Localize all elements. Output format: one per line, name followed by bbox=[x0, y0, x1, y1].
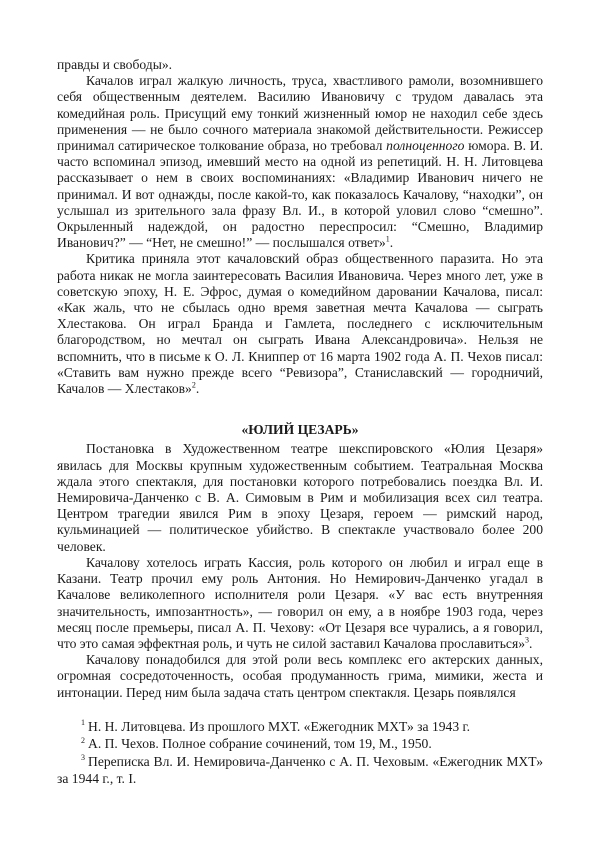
footnote-ref-2[interactable]: 2 bbox=[191, 380, 196, 390]
footnote-text: Переписка Вл. И. Немировича-Данченко с А. П. Чеховым. «Ежегодник МХТ» за 1944 г., т. I. bbox=[57, 753, 543, 786]
footnote-mark: 3 bbox=[81, 753, 85, 762]
paragraph-role-complex: Качалову понадобился для этой роли весь комплекс его актерских данных, огромная сосредоточенность, особая продуманность грима, мимики, жеста и интонации. Перед ним была задача стать центром спектакля. Цезарь появлялся bbox=[57, 652, 543, 700]
footnote-text: А. П. Чехов. Полное собрание сочинений, том 19, М., 1950. bbox=[88, 736, 432, 752]
paragraph-continuation: правды и свободы». bbox=[57, 57, 173, 72]
paragraph-kachalov-role bbox=[57, 73, 543, 251]
footnote-2 bbox=[57, 735, 543, 752]
paragraph-kassiy bbox=[57, 555, 543, 652]
paragraph-text: Качалову хотелось играть Кассия, роль которого он любил и играл еще в Казани. Театр прочил ему роль Антония. Но Немирович-Данченко угадал в Качалове великолепного исполнителя роли Цезаря. «У вас есть внутренняя значительность, импозантность», — говорил он ему, а в ноябре 1903 года, через месяц после премьеры, писал А. П. Чехову: «От Цезаря все чурались, а я говорил, что это самая эффектная роль, и чуть не силой заставил Качалова прославиться» bbox=[57, 554, 543, 651]
footnote-ref-3[interactable]: 3 bbox=[525, 635, 530, 645]
footnote-text: Н. Н. Литовцева. Из прошлого МХТ. «Ежегодник МХТ» за 1943 г. bbox=[88, 718, 470, 734]
paragraph-text-end: . bbox=[389, 235, 394, 251]
paragraph-text: Качалов играл жалкую личность, труса, хвастливого рамоли, возомнившего себя общественным деятелем. Василию Ивановичу с трудом давалась эта комедийная роль. Присущий ему тонкий жизненный юмор не находил себе здесь применения — не было сочного материала знакомой действительности. Режиссер принимал сатирическое толкование образа, но требовал bbox=[57, 73, 543, 154]
paragraph-text: юмора. В. И. часто вспоминал эпизод, имевший место на одной из репетиций. Н. Н. Литовцева рассказывает о нем в своих воспоминаниях: «Владимир Иванович ничего не принимал. И вот однажды, после какой-то, как показалось Качалову, “находки”, он услышал из зрительного зала фразу Вл. И., в которой уловил слово “смешно”. Окрыленный надеждой, он радостно переспросил: “Смешно, Владимир Иванович?” — “Нет, не смешно!” — послышался ответ» bbox=[57, 138, 544, 251]
paragraph-criticism bbox=[57, 251, 543, 397]
footnote-mark: 1 bbox=[81, 718, 85, 728]
paragraph-text-end: . bbox=[529, 635, 533, 651]
footnotes bbox=[57, 718, 543, 788]
section-heading-julius-caesar: «ЮЛИЙ ЦЕЗАРЬ» bbox=[241, 422, 359, 438]
paragraph-text: Критика приняла этот качаловский образ общественного паразита. Но эта работа никак не могла заинтересовать Василия Ивановича. Через много лет, уже в советскую эпоху, Н. Е. Эфрос, думая о комедийном даровании Качалова, писал: «Как жаль, что не сбылась одно время заветная мечта Качалова — сыграть Хлестакова. Он играл Бранда и Гамлета, последнего с исключительным благородством, но мечтал он сыграть Ивана Александровича». Нельзя не вспомнить, что в письме к О. Л. Книппер от 16 марта 1902 года А. П. Чехов писал: «Ставить вам нужно прежде всего “Ревизора”, Станиславский — городничий, Качалов — Хлестаков» bbox=[57, 251, 543, 397]
paragraph-text-end: . bbox=[195, 381, 200, 397]
footnote-1 bbox=[57, 718, 543, 735]
footnote-3 bbox=[57, 753, 543, 788]
footnote-ref-1[interactable]: 1 bbox=[385, 234, 390, 244]
italic-emphasis: полноценного bbox=[386, 138, 465, 154]
footnote-mark: 2 bbox=[81, 735, 85, 745]
document-page bbox=[57, 57, 543, 787]
paragraph-production: Постановка в Художественном театре шекспировского «Юлия Цезаря» явилась для Москвы крупным художественным событием. Театральная Москва ждала этого спектакля, для постановки которого потребовались поездка Вл. И. Немировича-Данченко с В. А. Симовым в Рим и мобилизация всех сил театра. Центром трагедии явился Рим в эпоху Цезаря, героем — римский народ, кульминацией — политическое убийство. В спектакле участвовало более 200 человек. bbox=[57, 441, 543, 554]
